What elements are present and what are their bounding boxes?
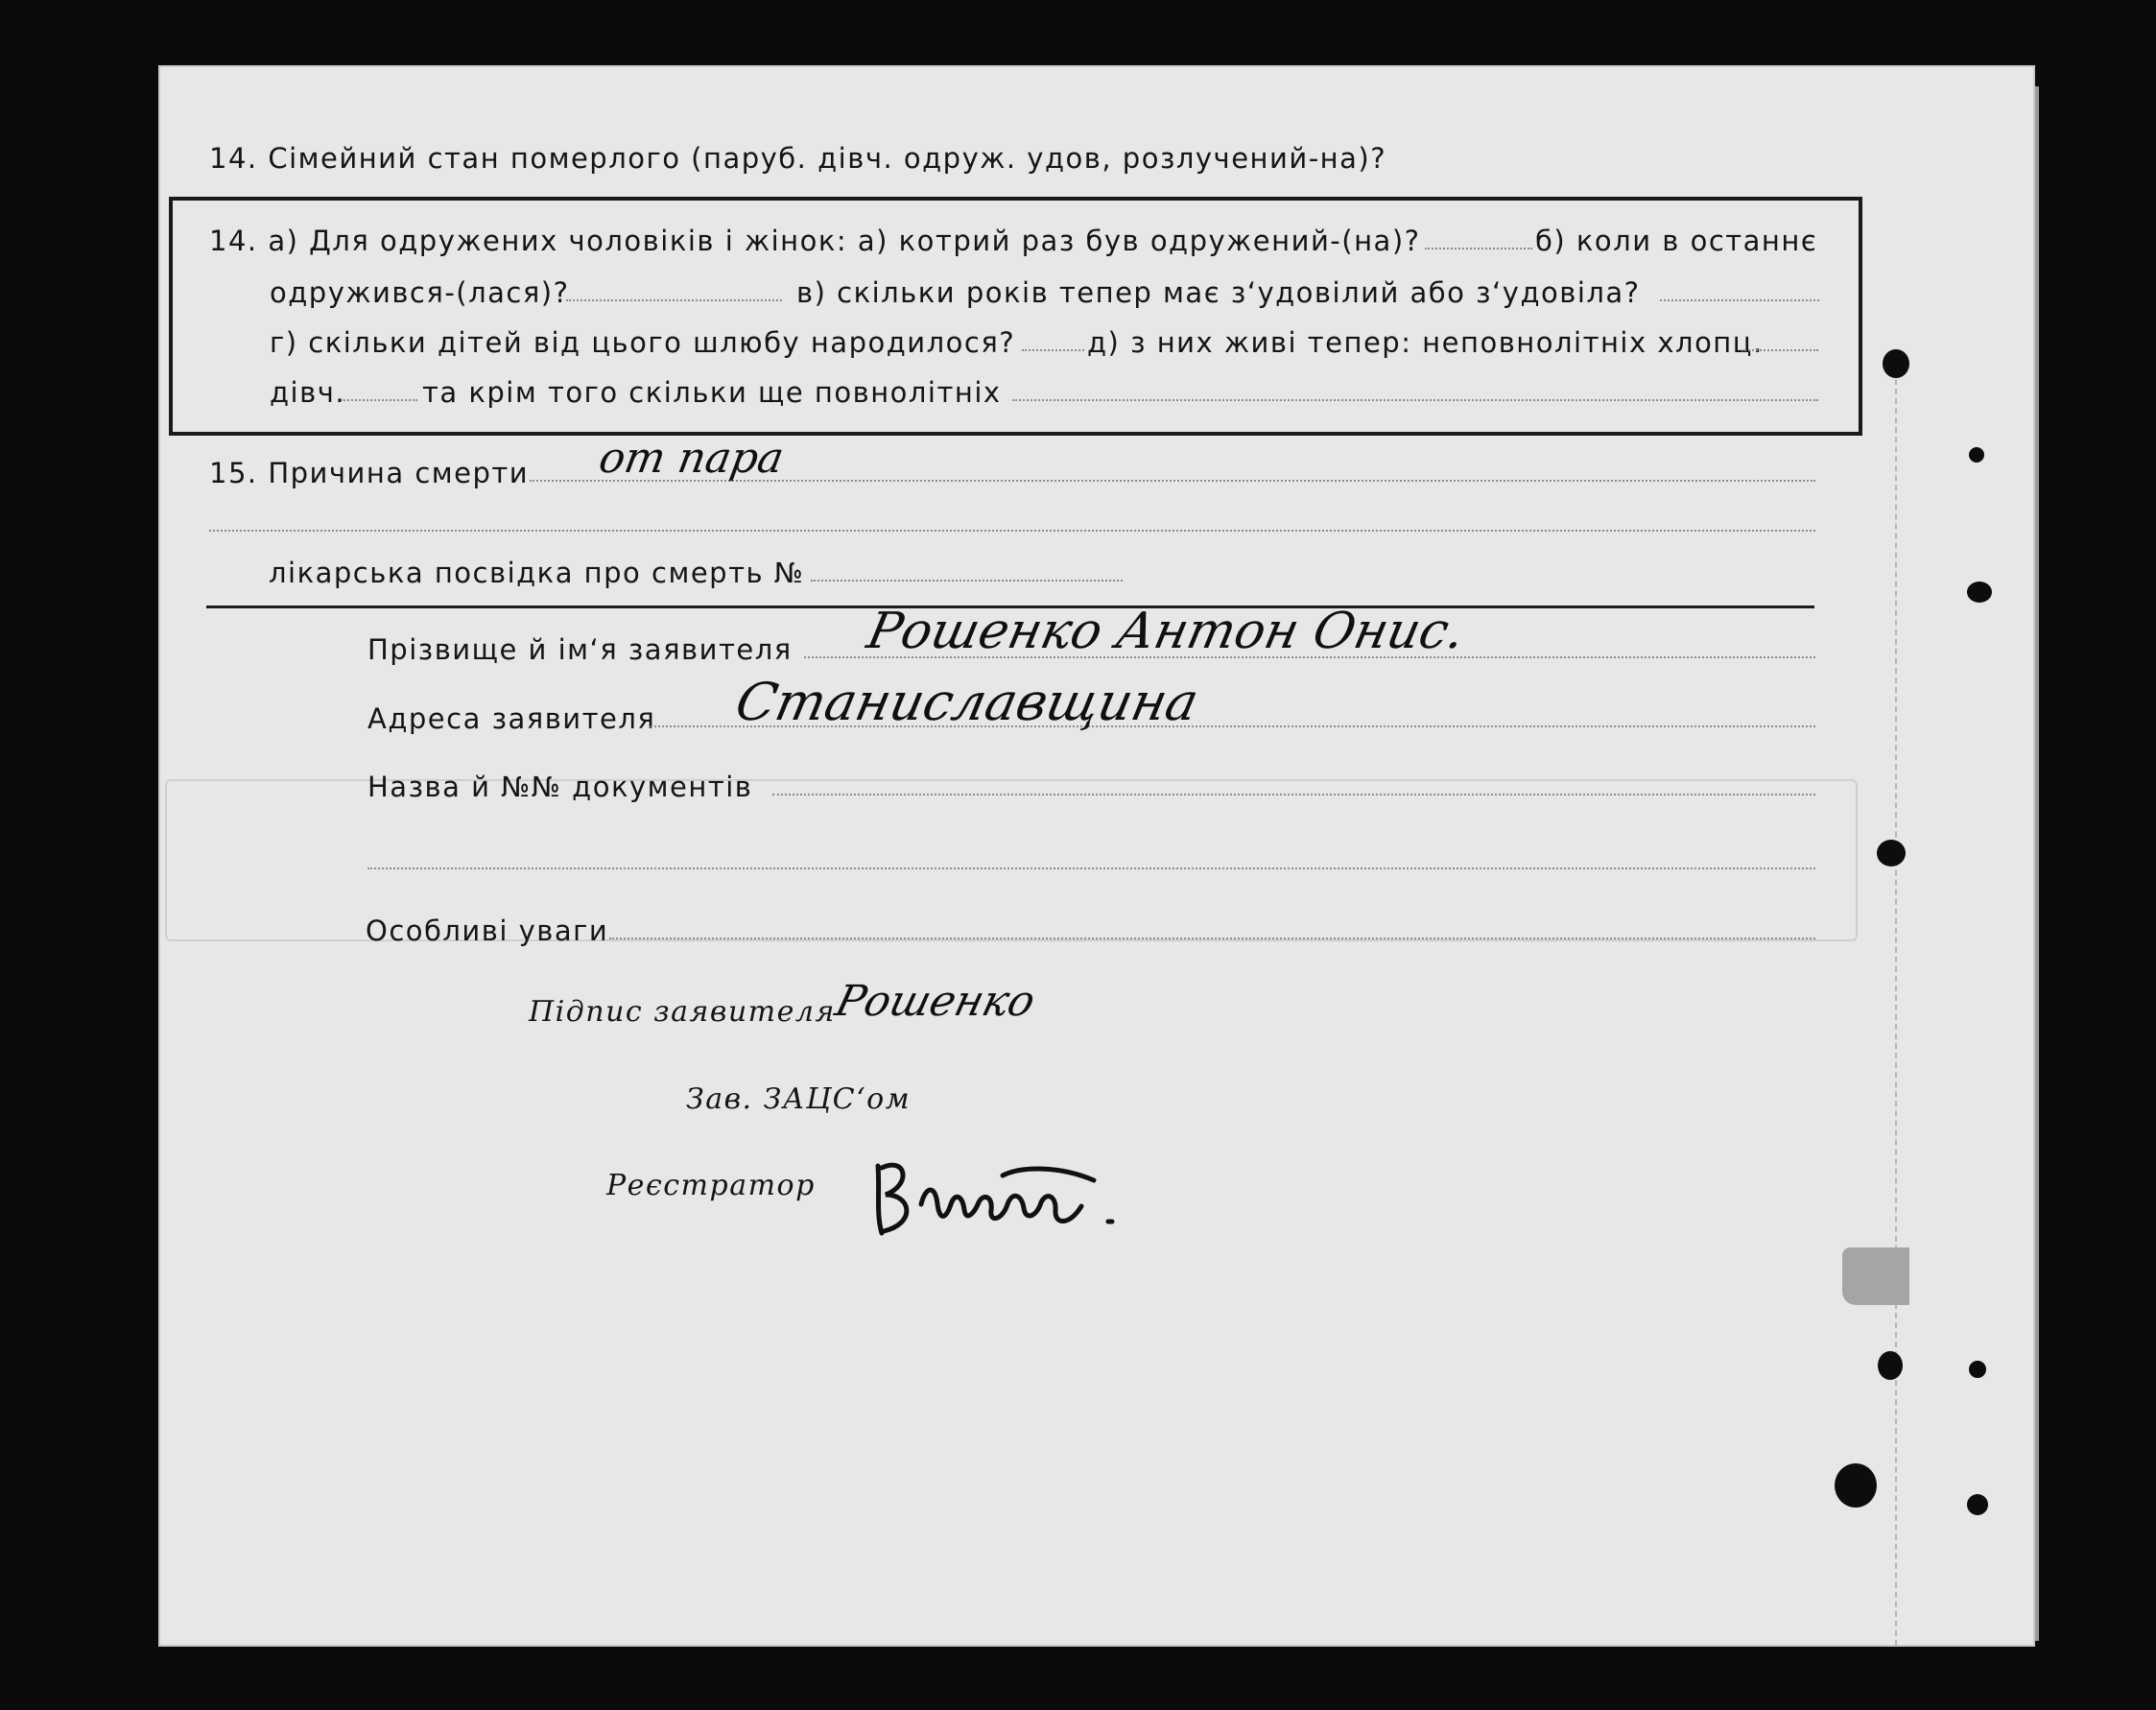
applicant-address-value: Станиславщина bbox=[730, 672, 1204, 732]
documents-field bbox=[772, 794, 1815, 796]
q14a-fill-3 bbox=[1660, 299, 1819, 301]
q14-marital-status: 14. Сімейний стан померлого (паруб. дівч. одруж. удов, розлучений-на)? bbox=[209, 142, 1387, 175]
q14a-fill-2 bbox=[566, 299, 782, 301]
q14a-fill-1 bbox=[1425, 248, 1532, 249]
punch-hole bbox=[1967, 582, 1992, 603]
q14a-line1-text: 14. а) Для одружених чоловіків і жінок: а) котрий раз був одружений-(на)? bbox=[209, 225, 1421, 257]
punch-hole bbox=[1967, 1494, 1988, 1515]
punch-hole bbox=[1835, 1463, 1877, 1508]
medical-cert-label: лікарська посвідка про смерть № bbox=[269, 557, 805, 589]
q14a-fill-7 bbox=[1012, 399, 1818, 401]
punch-hole bbox=[1969, 447, 1984, 463]
documents-field-2 bbox=[367, 867, 1815, 869]
q14a-line3-b: д) з них живі тепер: неповнолітніх хлопц. bbox=[1087, 326, 1764, 359]
punch-hole bbox=[1969, 1361, 1986, 1378]
applicant-signature-value: Рошенко bbox=[830, 977, 1040, 1026]
perforation-line bbox=[1895, 369, 1899, 1646]
q14a-line1-b: б) коли в останнє bbox=[1535, 225, 1818, 257]
page-edge bbox=[2035, 86, 2039, 1641]
punch-hole bbox=[1877, 840, 1906, 867]
special-notes-field bbox=[609, 938, 1815, 939]
documents-label: Назва й №№ документів bbox=[367, 771, 753, 803]
q15-cause-label: 15. Причина смерти bbox=[209, 457, 530, 489]
q14a-line2-a: одружився-(лася)? bbox=[270, 276, 570, 309]
punch-hole bbox=[1883, 349, 1909, 378]
q14a-line3-a: г) скільки дітей від цього шлюбу народилося? bbox=[270, 326, 1016, 359]
applicant-name-value: Рошенко Антон Онис. bbox=[862, 603, 1470, 660]
medical-cert-field bbox=[811, 580, 1123, 582]
special-notes-label: Особливі уваги bbox=[366, 914, 609, 947]
registrar-label: Реєстратор bbox=[606, 1169, 816, 1202]
head-zags-label: Зав. ЗАЦС‘ом bbox=[686, 1082, 912, 1116]
applicant-address-label: Адреса заявителя bbox=[367, 702, 656, 735]
q15-cause-value: от пара bbox=[595, 434, 788, 483]
applicant-name-label: Прізвище й ім‘я заявителя bbox=[367, 633, 793, 666]
q14a-line2-b: в) скільки років тепер має з‘удовілий або з‘удовіла? bbox=[796, 276, 1641, 309]
q14a-fill-4 bbox=[1022, 349, 1084, 351]
q14a-fill-6 bbox=[341, 399, 417, 401]
punch-hole bbox=[1878, 1351, 1903, 1380]
registrar-signature bbox=[868, 1147, 1127, 1243]
applicant-signature-label: Підпис заявителя bbox=[529, 995, 836, 1029]
q14a-line4-a: дівч. bbox=[270, 376, 346, 409]
q15-cause-field-2 bbox=[209, 530, 1815, 532]
page-fold bbox=[1842, 1247, 1909, 1305]
q14a-fill-5 bbox=[1741, 349, 1818, 351]
q14a-line4-b: та крім того скільки ще повнолітніх bbox=[422, 376, 1002, 409]
